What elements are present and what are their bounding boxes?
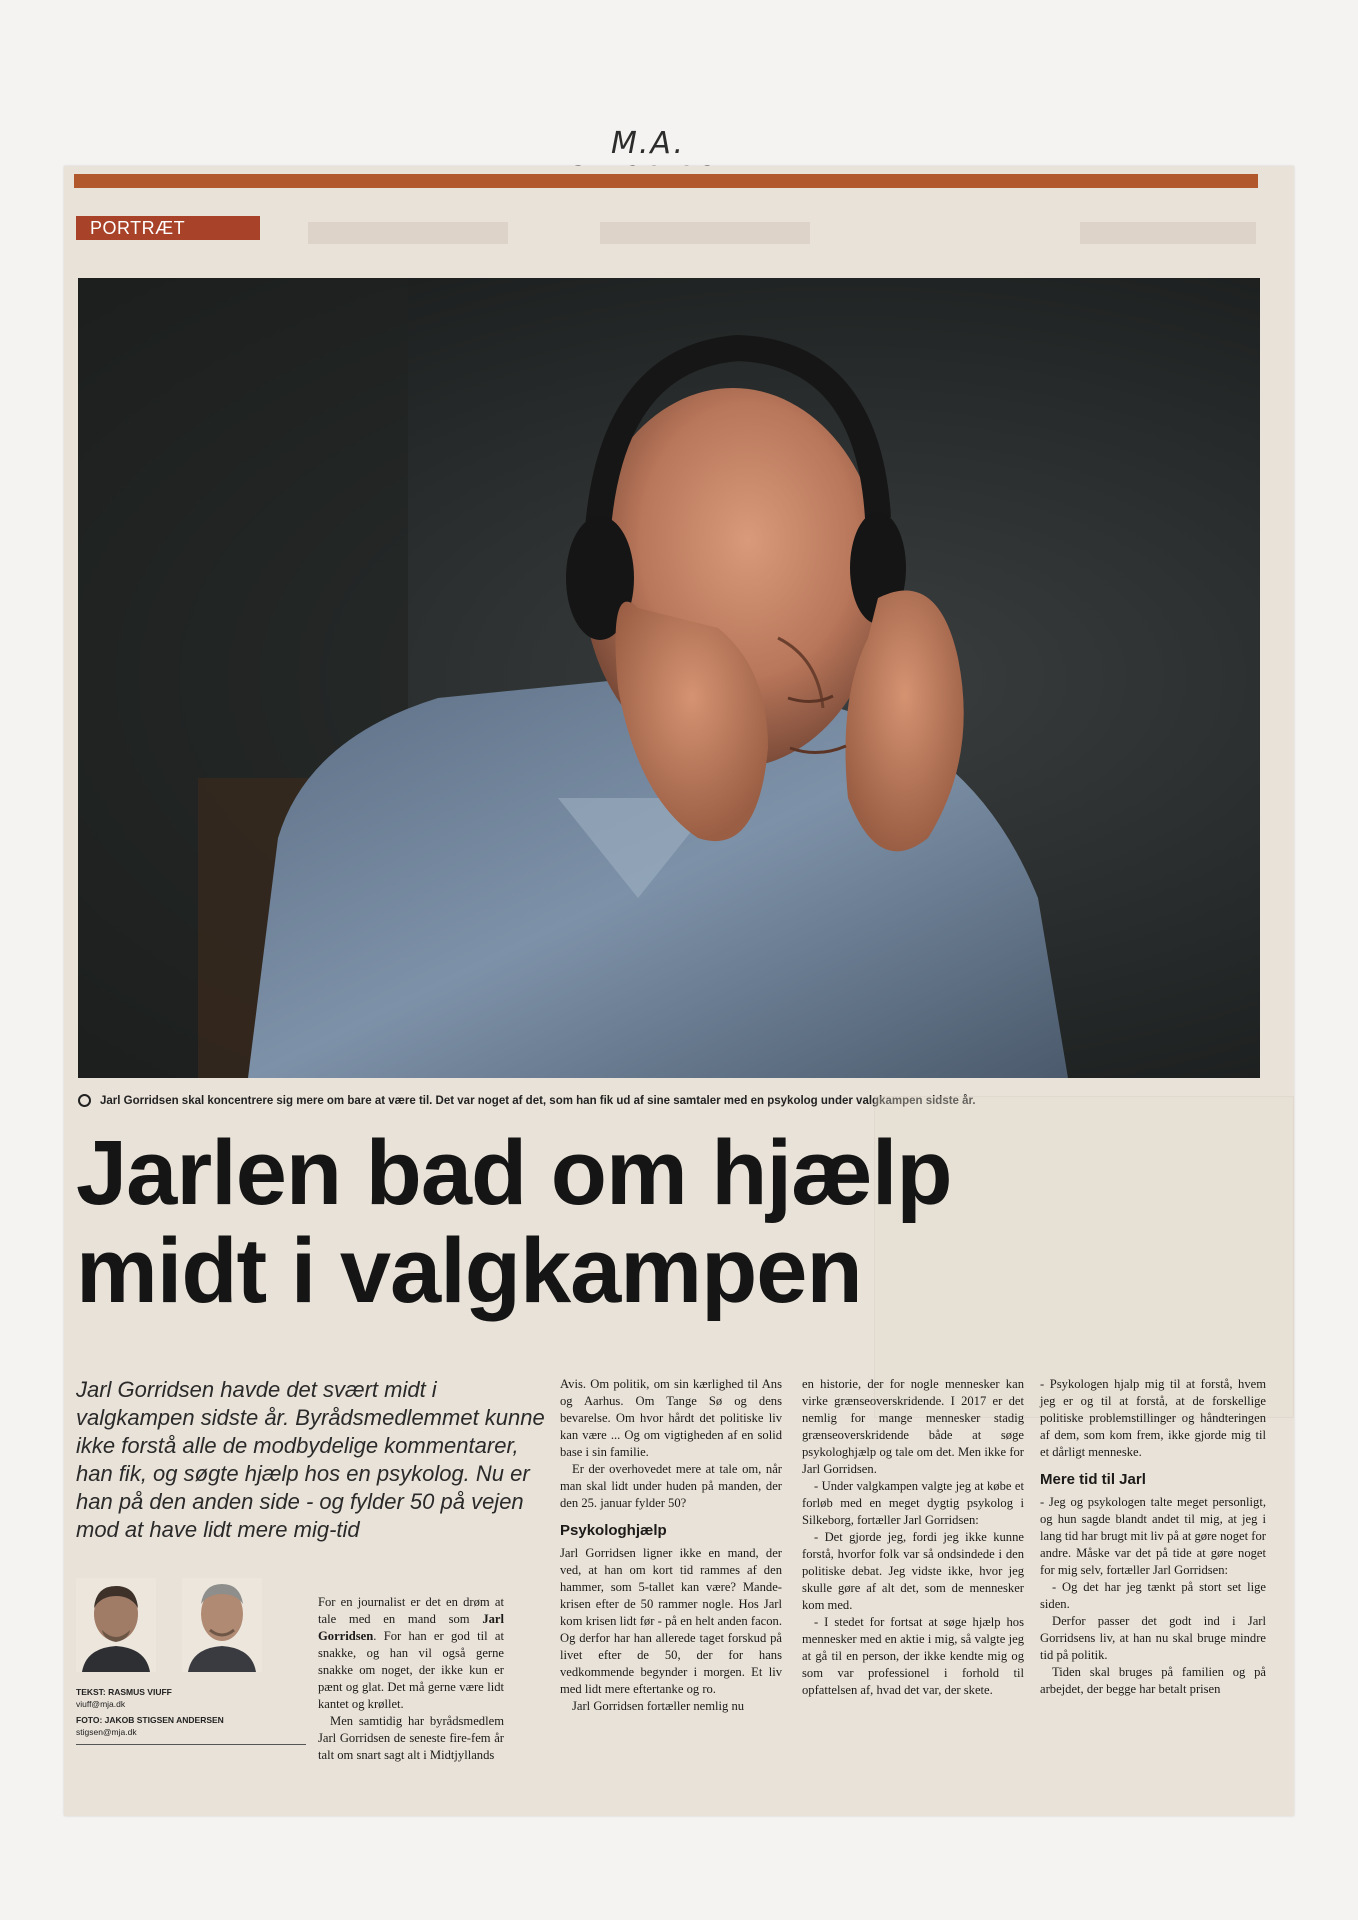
col2-subhead: Psykologhjælp [560, 1522, 667, 1539]
photo-credit-role: FOTO: JAKOB STIGSEN ANDERSEN [76, 1715, 224, 1725]
caption-bullet-icon [78, 1094, 91, 1107]
byline-block [76, 1578, 306, 1745]
col3-p1: en historie, der for nogle mennesker kan virke grænseoverskridende. I 2017 er det nemlig for mange mennesker stadig grænseoverskridende både at søge psykologhjælp og tale om det. Men ikke for Jarl Gorridsen. [802, 1377, 1024, 1476]
col4-p1: - Psykologen hjalp mig til at forstå, hvem jeg er og til at forstå, at de forskellige politiske problemstillinger og håndteringen af dem, som kom frem, ikke gjorde mig til et dårligt menneske. [1040, 1377, 1266, 1459]
col1-p2: Men samtidig har byrådsmedlem Jarl Gorridsen de seneste fire-fem år talt om snart sagt alt i Midtjyllands [318, 1714, 504, 1762]
portrait-photo [78, 278, 1260, 1078]
author-portrait [76, 1578, 156, 1672]
article-column-2 [560, 1376, 782, 1715]
text-credit [76, 1686, 306, 1710]
text-credit-role: TEKST: RASMUS VIUFF [76, 1687, 172, 1697]
bleed-through-tab [1080, 222, 1256, 244]
col3-p3: - Det gjorde jeg, fordi jeg ikke kunne forstå, hvorfor folk var så ondsindede i den politiske debat. Jeg vidste ikke, hvor jeg skulle gøre af alt det, som de mennesker kom med. [802, 1530, 1024, 1612]
bleed-through-tab [600, 222, 810, 244]
col1-p1-name: Jarl Gorridsen [318, 1612, 504, 1643]
article-column-3 [802, 1376, 1024, 1699]
col4-p3: - Og det har jeg tænkt på stort set lige siden. [1040, 1580, 1266, 1611]
section-tag: PORTRÆT [76, 216, 260, 240]
top-color-rule [74, 174, 1258, 188]
headline-line-2: midt i valgkampen [76, 1220, 862, 1322]
newspaper-clipping [64, 166, 1294, 1816]
headline [76, 1122, 952, 1322]
standfirst: Jarl Gorridsen havde det svært midt i valgkampen sidste år. Byrådsmedlemmet kunne ikke forstå alle de modbydelige kommentarer, han fik, og søgte hjælp hos en psykolog. Nu er han på den anden side - og fylder 50 på vejen mod at have lidt mere mig-tid [76, 1377, 545, 1542]
article-column-4 [1040, 1376, 1266, 1698]
col1-p1-pre: For en journalist er det en drøm at tale med en mand som [318, 1595, 504, 1626]
byline-rule [76, 1744, 306, 1745]
man-with-headphones-illustration [78, 278, 1260, 1078]
photo-credit-email: stigsen@mja.dk [76, 1727, 137, 1737]
handwritten-date-note: M.A. [610, 126, 686, 161]
text-credit-email: viuff@mja.dk [76, 1699, 126, 1709]
col4-p4: Derfor passer det godt ind i Jarl Gorridsens liv, at han nu skal bruge mindre tid på politik. [1040, 1614, 1266, 1662]
col3-p4: - I stedet for fortsat at søge hjælp hos mennesker med en aktie i mig, så valgte jeg at gå til en person, der ikke kendte mig og som var professionel i forhold til opfattelsen af, hvad det var, der skete. [802, 1615, 1024, 1697]
article-column-1 [318, 1594, 504, 1764]
col2-p2: Er der overhovedet mere at tale om, når man skal lidt under huden på manden, der den 25. januar fylder 50? [560, 1462, 782, 1510]
photo-credit [76, 1714, 306, 1738]
col2-p4: Jarl Gorridsen fortæller nemlig nu [572, 1699, 745, 1713]
photo-caption-text: Jarl Gorridsen skal koncentrere sig mere om bare at være til. Det var noget af det, som han fik ud af sine samtaler med en psykolog under valgkampen sidste år. [100, 1094, 976, 1107]
bleed-through-tab [308, 222, 508, 244]
headline-line-1: Jarlen bad om hjælp [76, 1122, 952, 1224]
col4-subhead: Mere tid til Jarl [1040, 1471, 1146, 1488]
col3-p2: - Under valgkampen valgte jeg at købe et forløb med en meget dygtig psykolog i Silkeborg, fortæller Jarl Gorridsen: [802, 1479, 1024, 1527]
col2-p1: Avis. Om politik, om sin kærlighed til Ans og Aarhus. Om Tange Sø og dens bevarelse. Om hvor hårdt det politiske liv kan være ... Og om vigtigheden af en solid base i sin familie. [560, 1377, 782, 1459]
photographer-portrait [182, 1578, 262, 1672]
col2-p3: Jarl Gorridsen ligner ikke en mand, der ved, at han om kort tid rammes af den hammer, som 5-tallet kan være? Mande-krisen efter de 50 rammer nogle. Hos Jarl kom krisen lidt før - på en helt anden facon. Og derfor har han allerede taget forskud på livet efter de 50, der for hans vedkommende begynder i morgen. Et liv med lidt mere eftertanke og ro. [560, 1546, 782, 1696]
col1-p1-post: . For han er god til at snakke, og han vil også gerne snakke om noget, der ikke kun er pænt og glat. Det må gerne være lidt kantet og krøllet. [318, 1629, 504, 1711]
col4-p5: Tiden skal bruges på familien og på arbejdet, der begge har betalt prisen [1040, 1665, 1266, 1696]
col4-p2: - Jeg og psykologen talte meget personligt, og hun sagde blandt andet til mig, at jeg i lang tid har brugt mit liv på at gøre noget for andre. Måske var det på tide at gøre noget for mig selv, fortæller Jarl Gorridsen: [1040, 1495, 1266, 1577]
